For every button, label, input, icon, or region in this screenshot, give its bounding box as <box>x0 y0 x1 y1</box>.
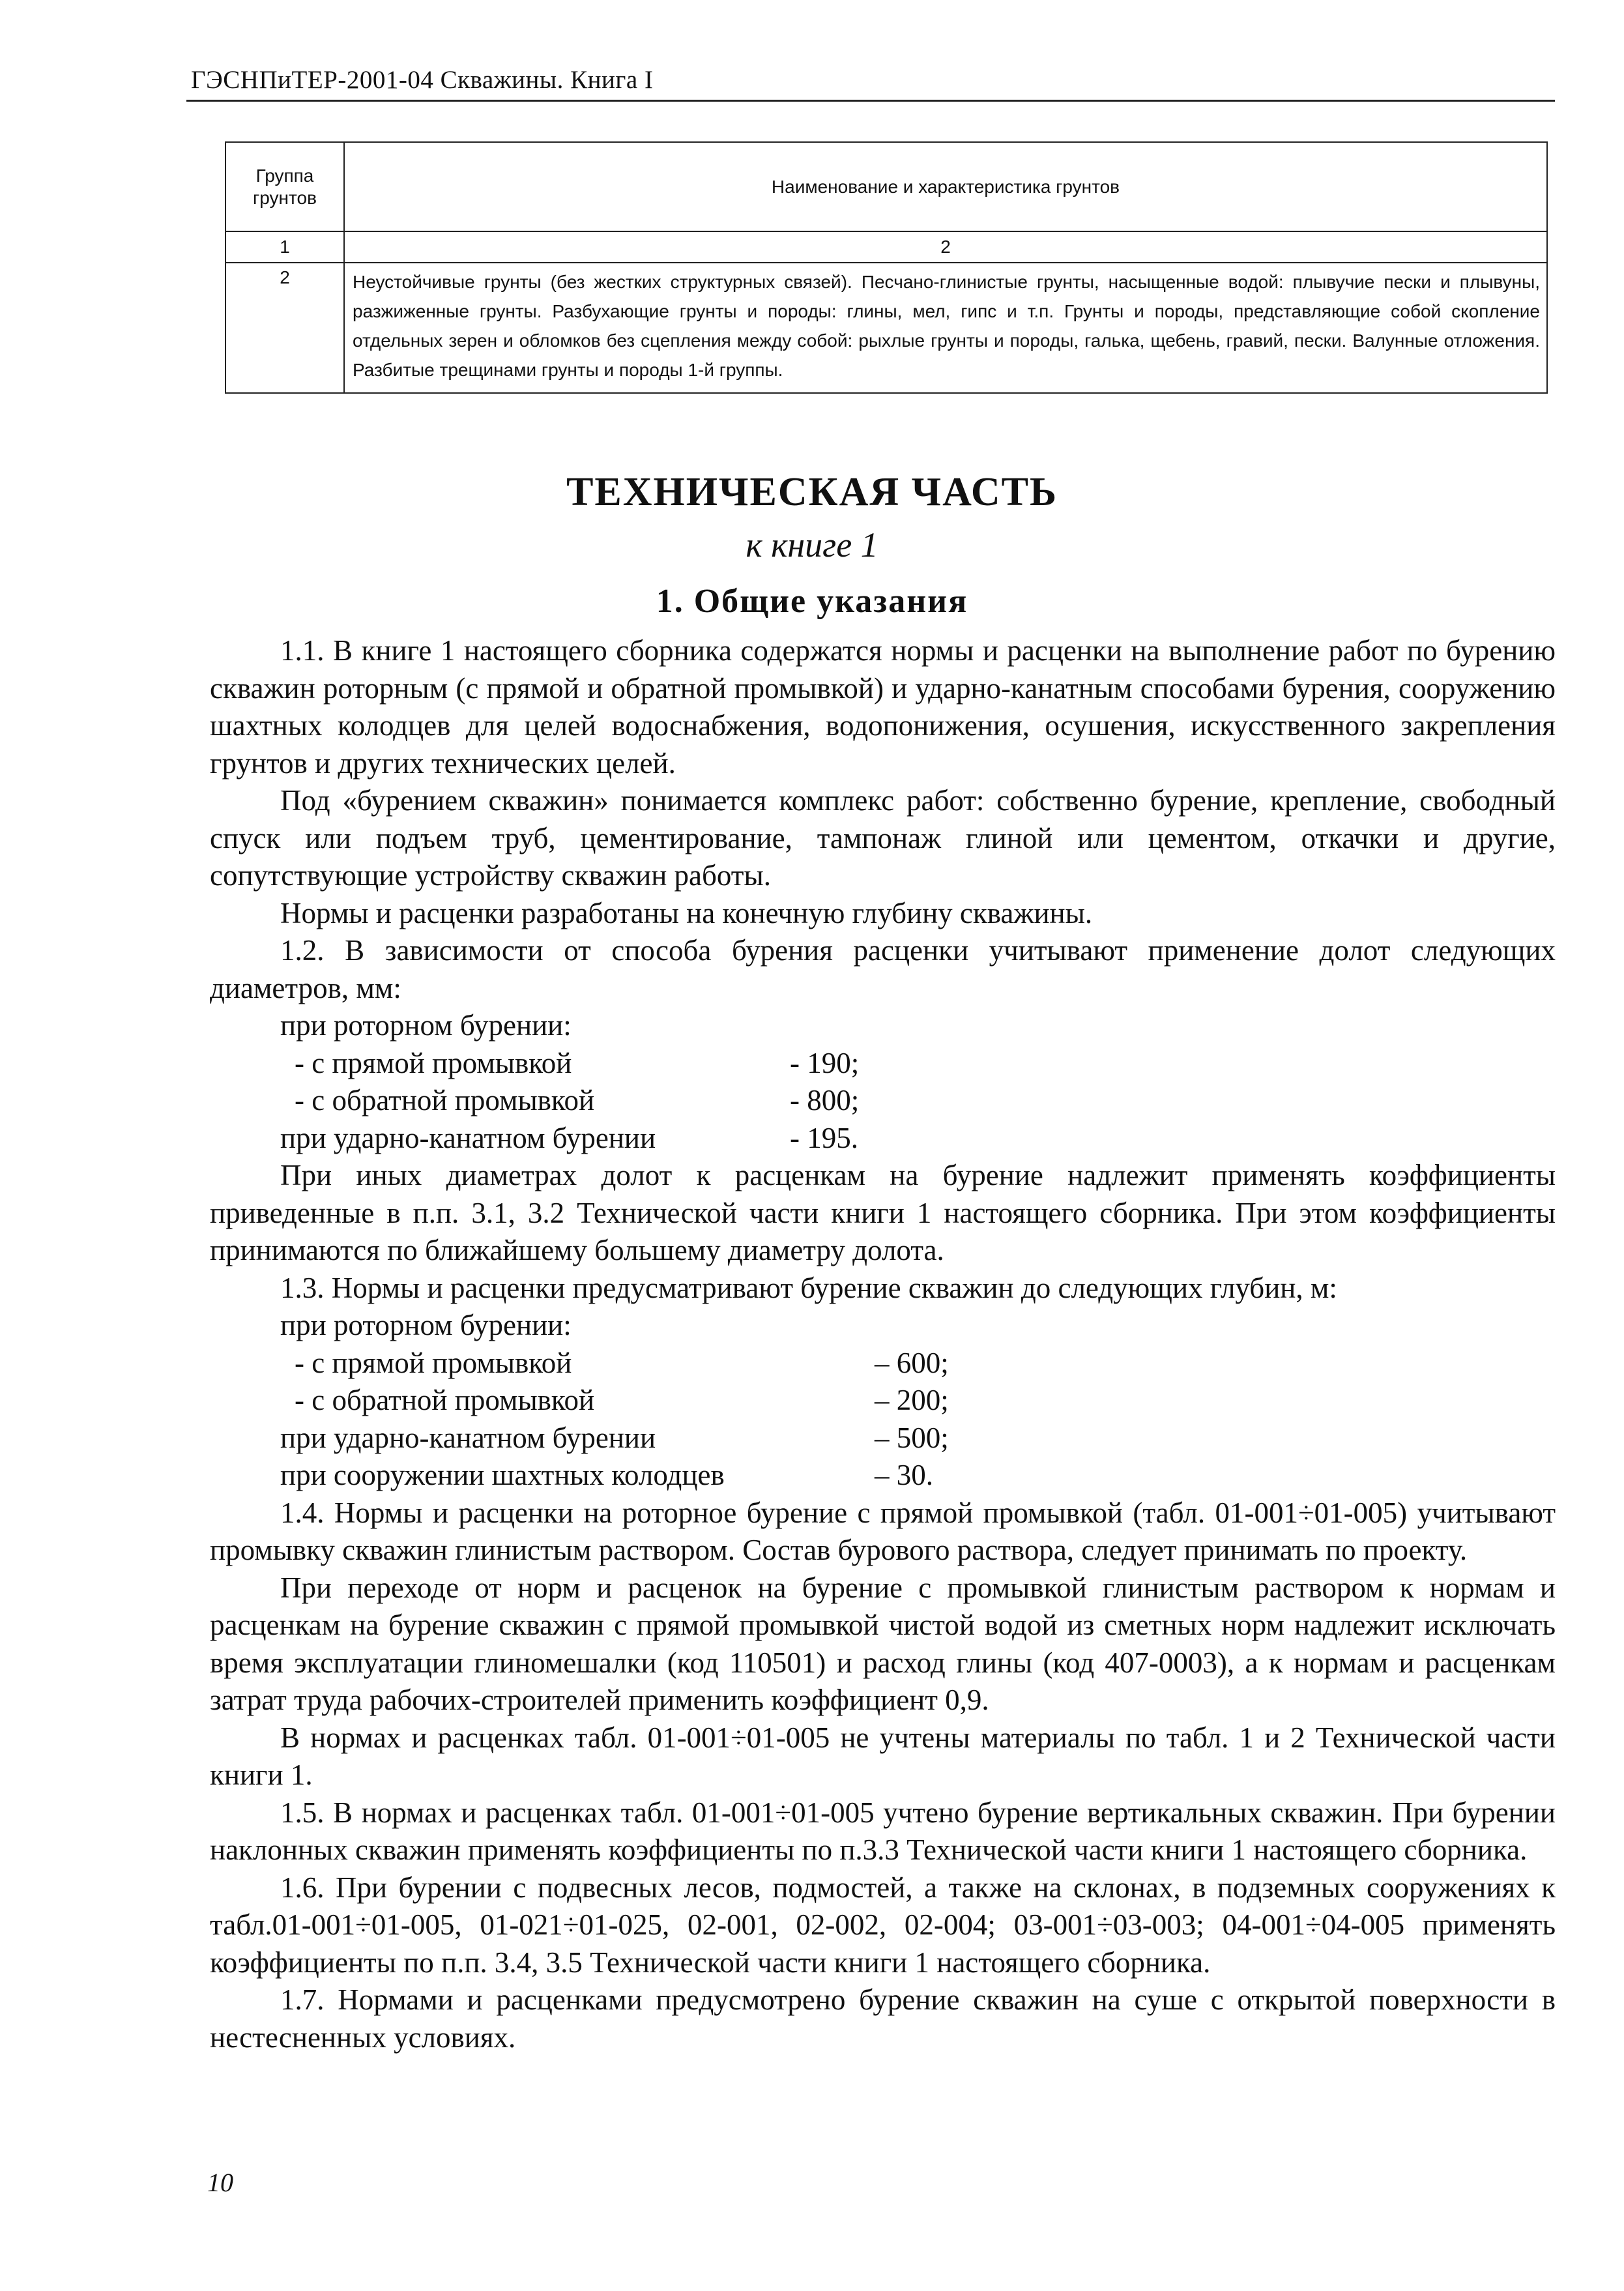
list-item <box>210 1457 1556 1495</box>
col-header-group: Группа грунтов <box>225 142 344 231</box>
paragraph-1-4b: При переходе от норм и расценок на бурение с промывкой глинистым раствором к нормам и расценкам на бурение скважин с прямой промывкой чистой водой из сметных норм надлежит исключать время эксплуатации глиномешалки (код 110501) и расход глины (код 407-0003), а к нормам и расценкам затрат труда рабочих-строителей применить коэффициент 0,9. <box>210 1571 1556 1716</box>
list-heading-text: при роторном бурении: <box>280 1009 572 1042</box>
list-item-value: – 500; <box>875 1421 949 1454</box>
list-item-value: - 800; <box>790 1084 860 1116</box>
soil-groups-table <box>225 141 1548 394</box>
list-item <box>210 1345 1556 1382</box>
paragraph-1-5: 1.5. В нормах и расценках табл. 01-001÷01-005 учтено бурение вертикальных скважин. При бурении наклонных скважин применять коэффициенты по п.3.3 Технической части книги 1 настоящего сборника. <box>210 1796 1556 1866</box>
list-item-value: – 600; <box>875 1346 949 1379</box>
list-item <box>210 1420 1556 1457</box>
paragraph-1-2-coefficients: При иных диаметрах долот к расценкам на бурение надлежит применять коэффициенты приведенные в п.п. 3.1, 3.2 Технической части книги 1 настоящего сборника. При этом коэффициенты принимаются по ближайшему большему диаметру долота. <box>210 1159 1556 1266</box>
list-item-value: – 200; <box>875 1384 949 1416</box>
list-item-label: при ударно-канатном бурении <box>280 1421 656 1454</box>
list-item-value: – 30. <box>875 1459 933 1491</box>
subsection-heading: 1. Общие указания <box>656 583 968 620</box>
list-item-value: - 190; <box>790 1046 860 1079</box>
col-header-description: Наименование и характеристика грунтов <box>344 142 1547 231</box>
paragraph-1-1b: Под «бурением скважин» понимается комплекс работ: собственно бурение, крепление, свободный спуск или подъем труб, цементирование, тампонаж глиной или цементом, откачки и другие, сопутствующие устройству скважин работы. <box>210 784 1556 892</box>
paragraph-1-1: 1.1. В книге 1 настоящего сборника содержатся нормы и расценки на выполнение работ по бурению скважин роторным (с прямой и обратной промывкой) и ударно-канатным способами бурения, сооружению шахтных колодцев для целей водоснабжения, водопонижения, осушения, искусственного закрепления грунтов и других технических целей. <box>210 634 1556 780</box>
running-header: ГЭСНПиТЕР-2001-04 Скважины. Книга I <box>191 66 654 94</box>
paragraph-1-2: 1.2. В зависимости от способа бурения расценки учитывают применение долот следующих диаметров, мм: <box>210 934 1556 1004</box>
list-heading-text: при роторном бурении: <box>280 1309 572 1341</box>
paragraph-1-4c: В нормах и расценках табл. 01-001÷01-005 не учтены материалы по табл. 1 и 2 Технической части книги 1. <box>210 1721 1556 1791</box>
list-item-value: - 195. <box>790 1121 858 1154</box>
list-item-label: - с прямой промывкой <box>295 1046 572 1079</box>
list-item-label: - с обратной промывкой <box>295 1384 595 1416</box>
col-number-2: 2 <box>344 231 1547 263</box>
list-item-label: - с прямой промывкой <box>295 1346 572 1379</box>
paragraph-1-1c: Нормы и расценки разработаны на конечную глубину скважины. <box>280 896 1093 929</box>
paragraph-1-3: 1.3. Нормы и расценки предусматривают бурение скважин до следующих глубин, м: <box>280 1271 1337 1304</box>
list-item-label: при ударно-канатном бурении <box>280 1121 656 1154</box>
header-rule <box>186 100 1555 102</box>
section-title: ТЕХНИЧЕСКАЯ ЧАСТЬ <box>566 470 1058 514</box>
table-row <box>225 263 1547 393</box>
paragraph-1-4: 1.4. Нормы и расценки на роторное бурение с прямой промывкой (табл. 01-001÷01-005) учитывают промывку скважин глинистым раствором. Состав бурового раствора, следует принимать по проекту. <box>210 1496 1556 1566</box>
list-heading <box>210 1007 1556 1045</box>
list-heading <box>210 1307 1556 1345</box>
table-header-row <box>225 142 1547 231</box>
table-number-row <box>225 231 1547 263</box>
paragraph-1-6: 1.6. При бурении с подвесных лесов, подмостей, а также на склонах, в подземных сооружениях к табл.01-001÷01-005, 01-021÷01-025, 02-001, 02-002, 02-004; 03-001÷03-003; 04-001÷04-005 применять коэффициенты по п.п. 3.4, 3.5 Технической части книги 1 настоящего сборника. <box>210 1871 1556 1979</box>
col-number-1: 1 <box>225 231 344 263</box>
group-number-cell: 2 <box>225 263 344 393</box>
list-depths <box>210 1307 1556 1495</box>
list-item <box>210 1382 1556 1420</box>
group-description-cell: Неустойчивые грунты (без жестких структурных связей). Песчано-глинистые грунты, насыщенные водой: плывучие пески и плывуны, разжиженные грунты. Разбухающие грунты и породы: глины, мел, гипс и т.п. Грунты и породы, представляющие собой скопление отдельных зерен и обломков без сцепления между собой: рыхлые грунты и породы, галька, щебень, гравий, пески. Валунные отложения. Разбитые трещинами грунты и породы 1-й группы. <box>344 263 1547 393</box>
list-item-label: при сооружении шахтных колодцев <box>280 1459 725 1491</box>
page-number: 10 <box>207 2168 233 2197</box>
document-body <box>210 632 1556 2056</box>
list-item <box>210 1082 1556 1120</box>
list-item <box>210 1120 1556 1158</box>
list-item <box>210 1045 1556 1083</box>
section-subtitle: к книге 1 <box>746 525 878 564</box>
list-item-label: - с обратной промывкой <box>295 1084 595 1116</box>
paragraph-1-7: 1.7. Нормами и расценками предусмотрено бурение скважин на суше с открытой поверхности в нестесненных условиях. <box>210 1983 1556 2054</box>
list-diameters <box>210 1007 1556 1157</box>
